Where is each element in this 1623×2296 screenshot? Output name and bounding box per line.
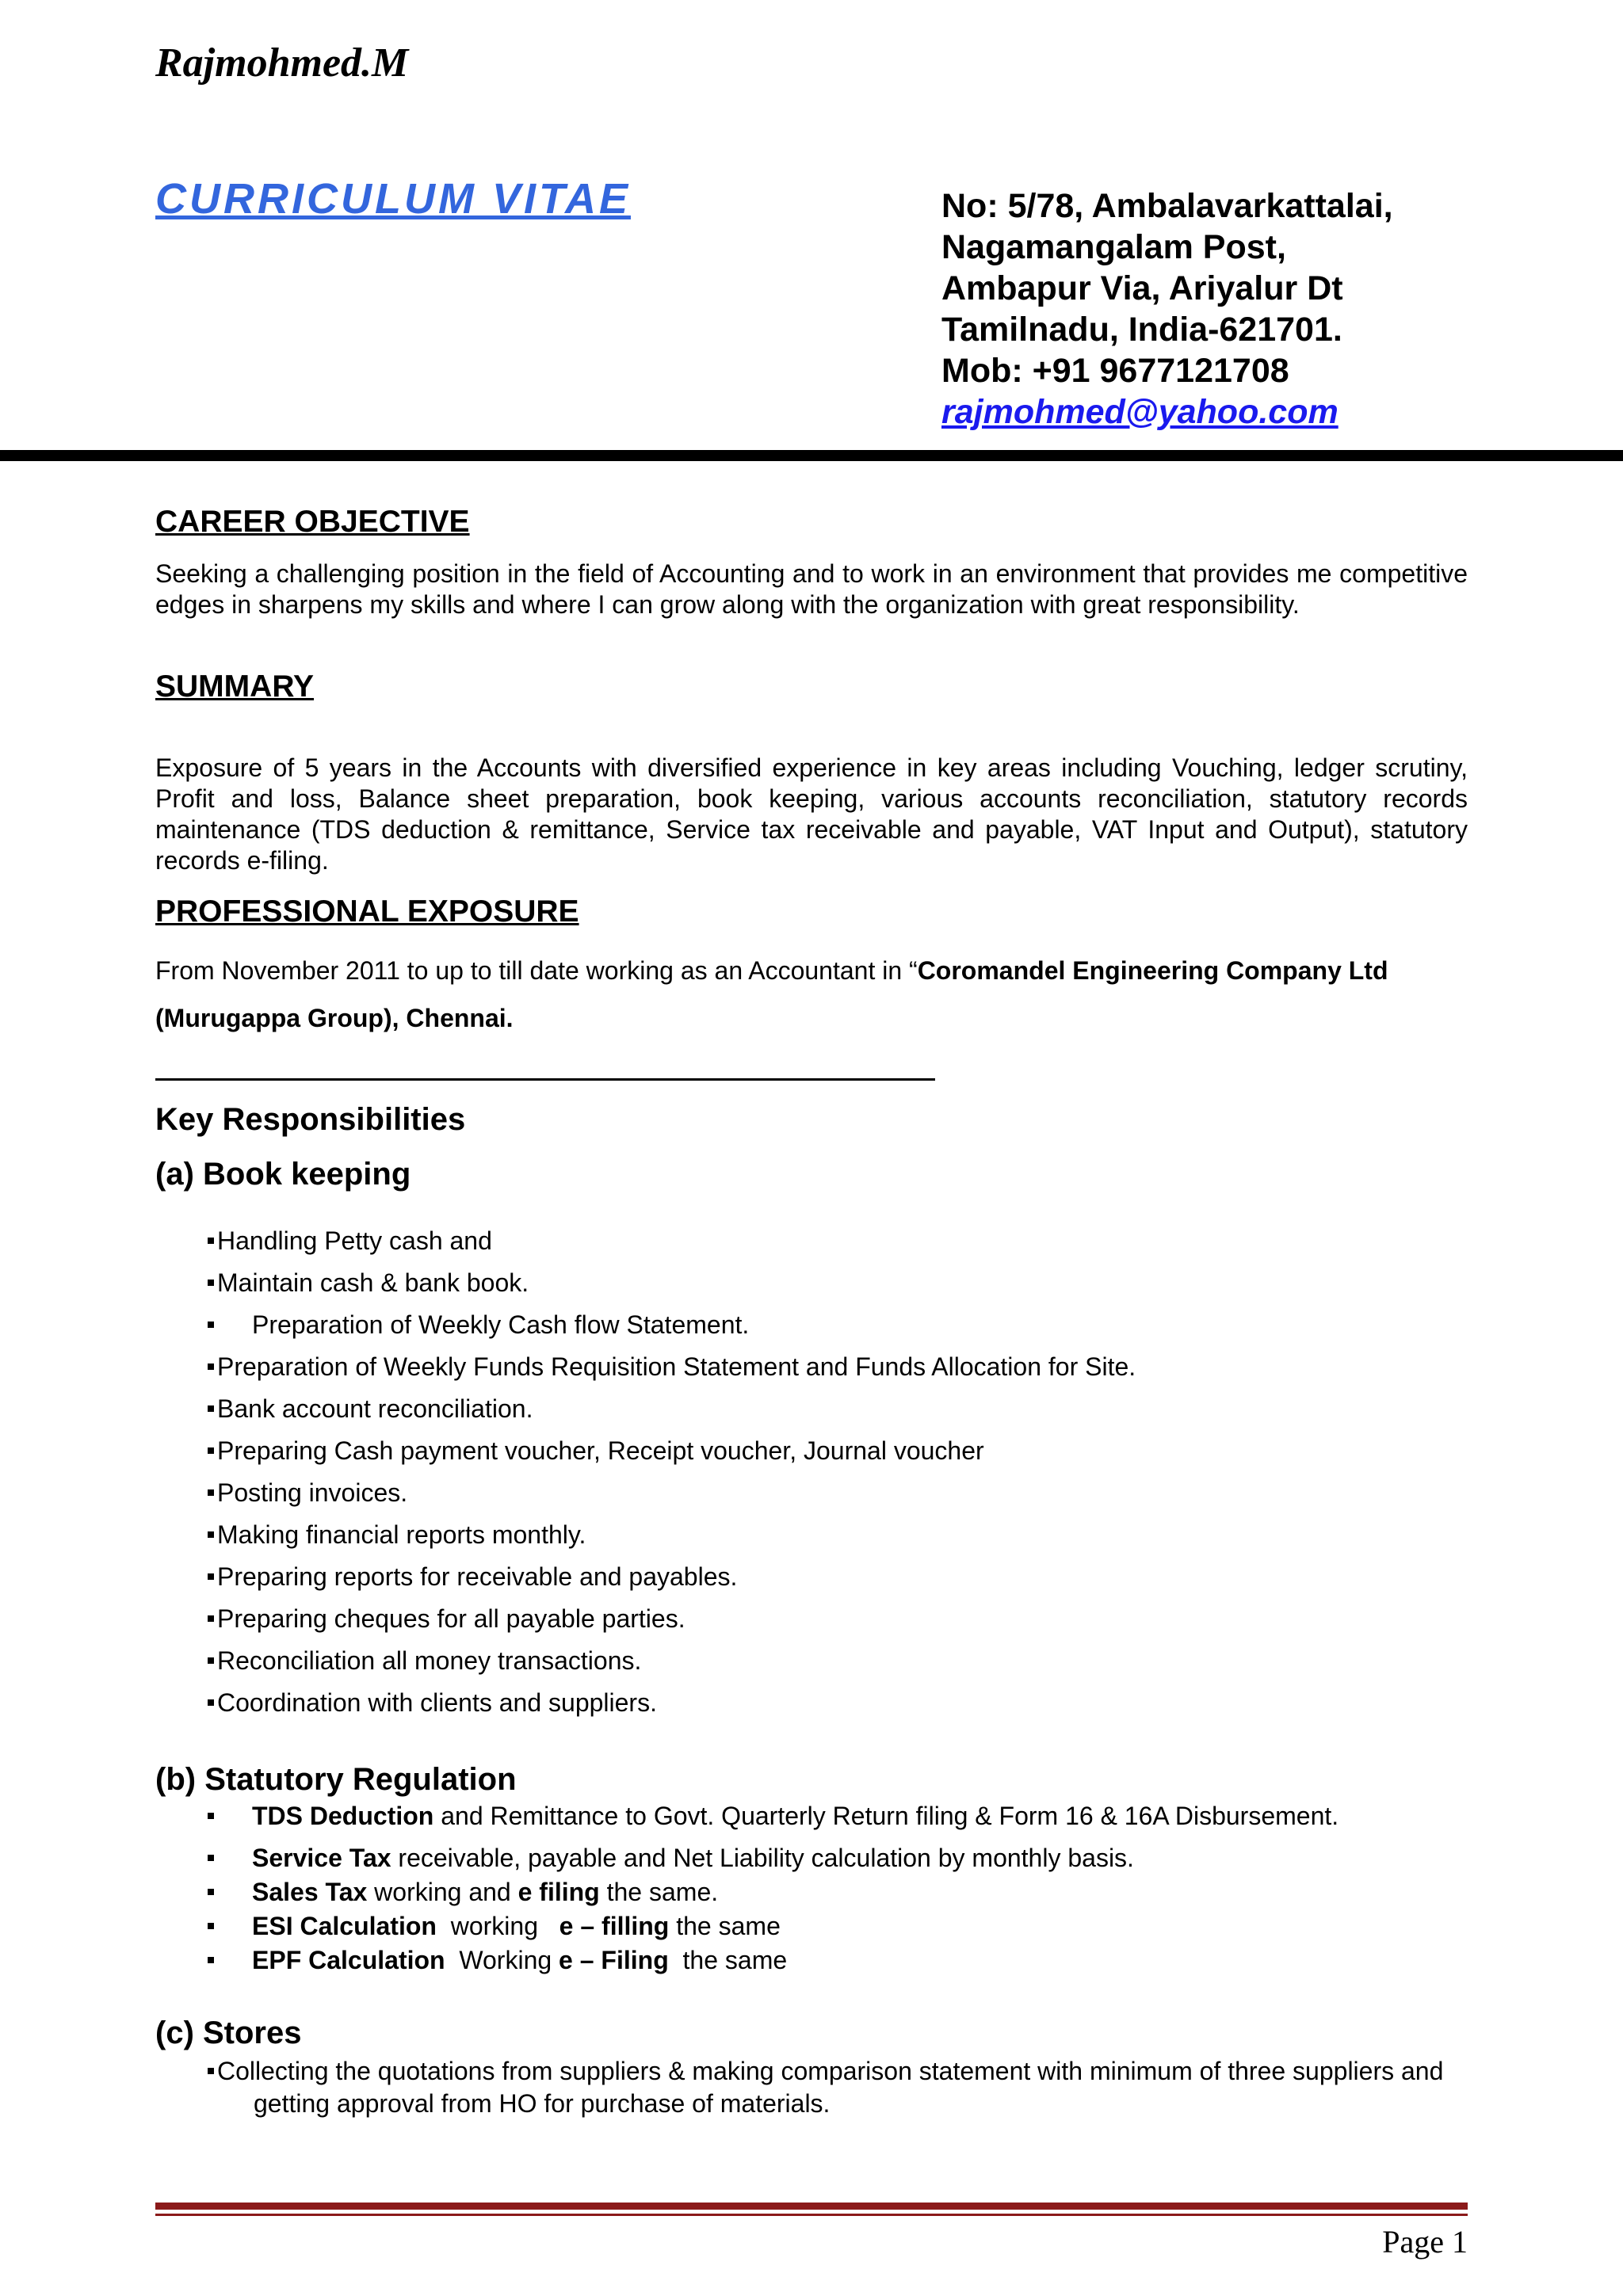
footer-divider [155, 2203, 1468, 2210]
list-item: ESI Calculation working e – filling the same [208, 1912, 781, 1941]
bullet-icon [208, 1489, 214, 1496]
list-item: Service Tax receivable, payable and Net Liability calculation by monthly basis. [208, 1844, 1134, 1873]
professional-exposure-text [155, 947, 1468, 1042]
bullet-icon [208, 1855, 214, 1861]
list-item: TDS Deduction and Remittance to Govt. Quarterly Return filing & Form 16 & 16A Disbursement. [208, 1802, 1338, 1831]
professional-exposure-heading: PROFESSIONAL EXPOSURE [155, 894, 579, 929]
list-item: Reconciliation all money transactions. [208, 1646, 641, 1676]
statutory-regulation-heading: (b) Statutory Regulation [155, 1762, 517, 1797]
header-divider [0, 450, 1623, 461]
bullet-icon [208, 1405, 214, 1412]
section-divider [155, 1078, 935, 1081]
book-keeping-heading: (a) Book keeping [155, 1157, 411, 1192]
list-item: Preparing cheques for all payable parties. [208, 1604, 685, 1634]
bullet-icon [208, 1813, 214, 1819]
list-item: Preparation of Weekly Cash flow Statement. [208, 1310, 749, 1340]
bullet-icon [208, 1923, 214, 1929]
bullet-icon [208, 1363, 214, 1370]
summary-text: Exposure of 5 years in the Accounts with diversified experience in key areas including Vouching, ledger scrutiny, Profit and loss, Balance sheet preparation, book keeping, various accounts reconciliation, statutory records maintenance (TDS deduction & remittance, Service tax receivable and payable, VAT Input and Output), statutory records e-filing. [155, 753, 1468, 875]
list-item: Preparing reports for receivable and payables. [208, 1562, 737, 1592]
bullet-icon [208, 1615, 214, 1622]
bullet-icon [208, 1447, 214, 1454]
bullet-icon [208, 1531, 214, 1538]
bullet-icon [208, 1280, 214, 1286]
footer-divider-thin [155, 2214, 1468, 2216]
stores-list [208, 2055, 1444, 2120]
address-line: Nagamangalam Post, [941, 228, 1286, 266]
stores-heading: (c) Stores [155, 2016, 302, 2050]
document-title: CURRICULUM VITAE [155, 175, 631, 223]
bullet-icon [208, 1889, 214, 1895]
list-item: Sales Tax working and e filing the same. [208, 1878, 718, 1907]
summary-heading: SUMMARY [155, 669, 315, 704]
bullet-icon [208, 1699, 214, 1706]
list-item: Preparing Cash payment voucher, Receipt voucher, Journal voucher [208, 1436, 984, 1466]
list-item: Making financial reports monthly. [208, 1520, 586, 1550]
list-item: Bank account reconciliation. [208, 1394, 533, 1424]
email-link[interactable]: rajmohmed@yahoo.com [941, 393, 1338, 431]
list-item: EPF Calculation Working e – Filing the same [208, 1946, 787, 1975]
list-item: Coordination with clients and suppliers. [208, 1688, 657, 1718]
key-responsibilities-heading: Key Responsibilities [155, 1102, 466, 1137]
bullet-icon [208, 1322, 214, 1328]
exposure-prefix: From November 2011 to up to till date working as an Accountant in “ [155, 956, 918, 985]
list-item: Collecting the quotations from suppliers & making comparison statement with minimum of three suppliers and getting approval from HO for purchase of materials. [208, 2055, 1444, 2120]
bullet-icon [208, 1657, 214, 1664]
bullet-icon [208, 1573, 214, 1580]
address-line: Ambapur Via, Ariyalur Dt [941, 269, 1343, 307]
address-block [941, 185, 1393, 433]
list-item: Maintain cash & bank book. [208, 1268, 529, 1298]
career-objective-text: Seeking a challenging position in the field of Accounting and to work in an environment that provides me competitive edges in sharpens my skills and where I can grow along with the organization with great responsibility. [155, 559, 1468, 619]
career-objective-heading: CAREER OBJECTIVE [155, 505, 470, 539]
company-name: Coromandel Engineering Company Ltd (Murugappa Group), Chennai. [155, 956, 1388, 1032]
address-line: Tamilnadu, India-621701. [941, 311, 1342, 349]
page-number: Page 1 [1382, 2224, 1468, 2260]
address-line: No: 5/78, Ambalavarkattalai, [941, 187, 1393, 225]
bullet-icon [208, 1238, 214, 1244]
bullet-icon [208, 1957, 214, 1963]
candidate-name: Rajmohmed.M [155, 40, 409, 86]
list-item: Handling Petty cash and [208, 1226, 492, 1256]
list-item: Posting invoices. [208, 1478, 407, 1508]
list-item: Preparation of Weekly Funds Requisition Statement and Funds Allocation for Site. [208, 1352, 1136, 1382]
bullet-icon [208, 2068, 214, 2074]
mobile-number: Mob: +91 9677121708 [941, 352, 1289, 390]
